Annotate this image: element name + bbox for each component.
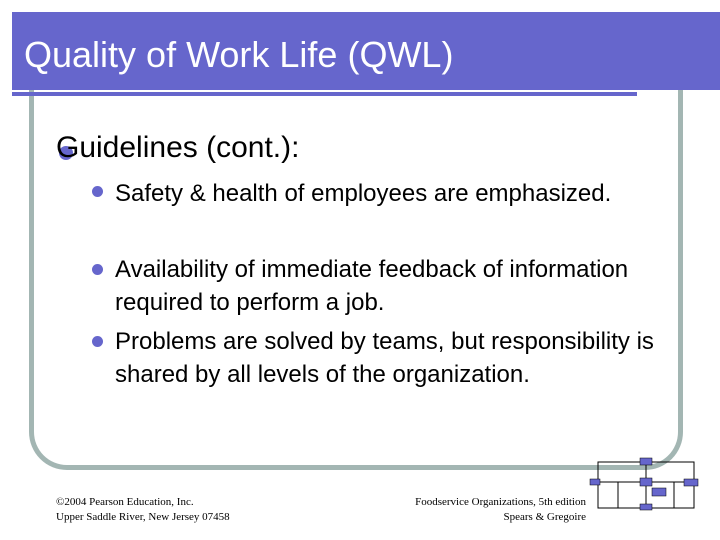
slide-title: Quality of Work Life (QWL): [24, 34, 454, 75]
main-bullet: Guidelines (cont.):: [56, 131, 300, 164]
footer-copyright: [56, 495, 230, 525]
title-underline: [12, 92, 637, 96]
footer-book: [398, 495, 586, 525]
footer-copyright-line1: ©2004 Pearson Education, Inc.: [56, 496, 194, 508]
sub-bullet-dot-icon: [92, 336, 103, 347]
sub-bullet-3: Problems are solved by teams, but responsibility is shared by all levels of the organization.: [115, 328, 654, 388]
systems-model-diagram-icon: [588, 456, 704, 518]
sub-bullet-dot-icon: [92, 264, 103, 275]
footer-copyright-line2: Upper Saddle River, New Jersey 07458: [56, 511, 230, 523]
footer-book-title: Foodservice Organizations, 5th edition: [415, 496, 586, 508]
sub-bullet-dot-icon: [92, 186, 103, 197]
sub-bullet-2: Availability of immediate feedback of information required to perform a job.: [115, 256, 629, 316]
sub-bullet-1: Safety & health of employees are emphasized.: [115, 180, 612, 207]
footer-book-authors: Spears & Gregoire: [503, 511, 586, 523]
